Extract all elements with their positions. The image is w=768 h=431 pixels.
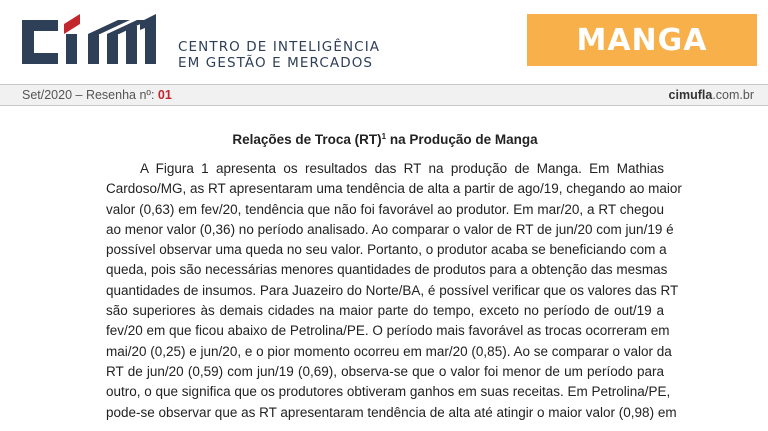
cim-logo [20,14,170,70]
logo-text: CIM [20,14,22,15]
site-link[interactable] [669,88,754,102]
paragraph-line: Cardoso/MG, as RT apresentaram uma tendência de alta a partir de ago/19, chegando ao maior [106,181,682,197]
paragraph-line: fev/20 em que ficou abaixo de Petrolina/PE. O período mais favorável as trocas ocorreram em [106,323,670,339]
organization-name [178,39,380,71]
title-main: Relações de Troca (RT) [232,132,382,147]
logo-letter-c [22,20,58,64]
article-title [106,132,664,147]
org-name-line2: EM GESTÃO E MERCADOS [178,55,374,71]
paragraph-line: quantidades de insumos. Para Juazeiro do Norte/BA, é possível verificar que os valores das RT [106,282,679,298]
article [106,132,682,423]
title-rest: na Produção de Manga [386,132,538,147]
issue-info [22,88,172,102]
issue-date: Set/2020 – Resenha nº: [22,88,158,102]
site-link-bold: cimufla [668,88,713,102]
paragraph-line: pode-se observar que as RT apresentaram tendência de alta até atingir o maior valor (0,98) em [106,404,677,420]
paragraph-line: são superiores às demais cidades na maior parte do tempo, exceto no período de out/19 a [106,303,664,319]
site-link-domain: .com.br [712,88,754,102]
paragraph-line: possível observar uma queda no seu valor. Portanto, o produtor acaba se beneficiando com a [106,242,667,258]
paragraph-line: ao menor valor (0,36) no período analisado. Ao comparar o valor de RT de jun/20 com jun/19 é [106,221,674,237]
article-paragraph [106,159,682,423]
product-badge: MANGA [527,14,757,66]
paragraph-line: mai/20 (0,25) e jun/20, e o pior momento ocorreu em mar/20 (0,85). Ao se comparar o valor da [106,343,672,359]
logo-letter-m [140,14,156,64]
issue-number: 01 [157,88,172,102]
logo-letter-i [66,34,77,64]
title-footnote-ref: 1 [381,132,387,141]
paragraph-line: A Figura 1 apresenta os resultados das RT na produção de Manga. Em Mathias [140,161,664,176]
page-header [0,0,768,86]
paragraph-line: valor (0,63) em fev/20, tendência que não foi favorável ao produtor. Em mar/20, a RT chegou [106,201,664,217]
issue-bar [0,84,768,106]
logo-accent [64,14,80,34]
org-name-line1: CENTRO DE INTELIGÊNCIA [178,39,381,55]
paragraph-line: outro, o que significa que os produtores obtiveram ganhos em suas receitas. Em Petrolina/PE, [106,384,671,400]
paragraph-line: queda, pois são necessárias menores quantidades de produtos para a obtenção das mesmas [106,262,668,278]
paragraph-line: RT de jun/20 (0,59) com jun/19 (0,69), observa-se que o valor foi menor de um período para [106,363,664,379]
